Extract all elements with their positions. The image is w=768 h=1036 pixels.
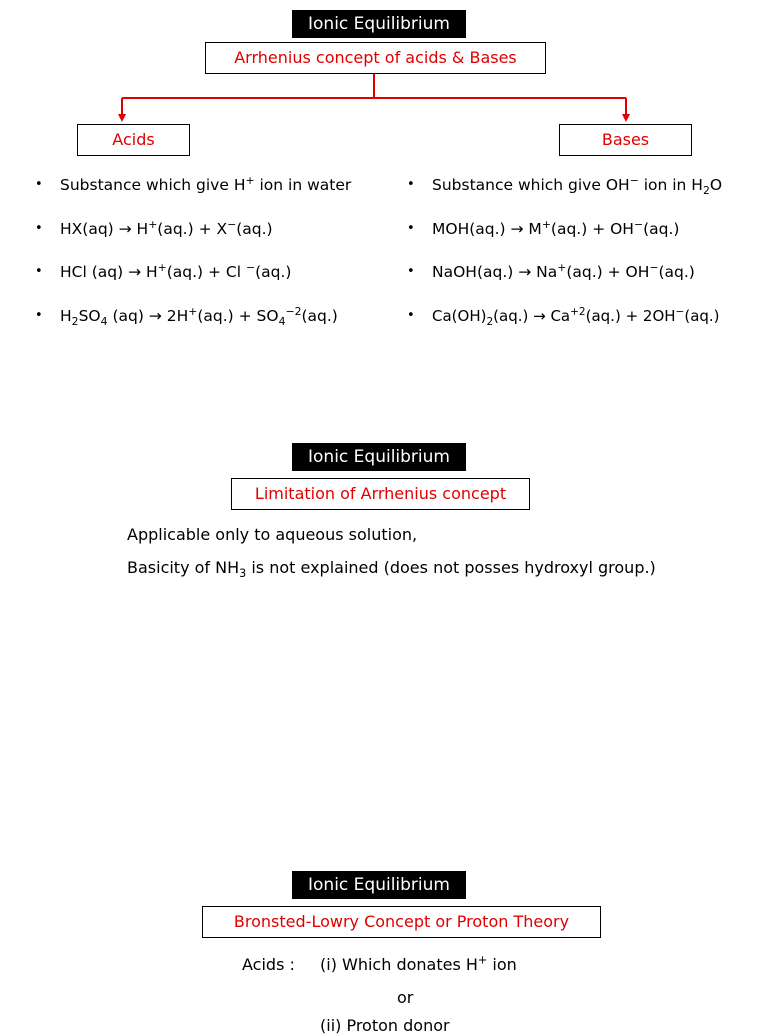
section1-title: Ionic Equilibrium xyxy=(292,10,466,38)
section2-title: Ionic Equilibrium xyxy=(292,443,466,471)
section2-subtitle-box: Limitation of Arrhenius concept xyxy=(231,478,530,510)
bronsted-acids-label: Acids : xyxy=(242,955,295,974)
bronsted-partial-line: (ii) Proton donor xyxy=(320,1016,450,1035)
arrow-down-right-icon xyxy=(622,114,630,122)
section1-subtitle-box: Arrhenius concept of acids & Bases xyxy=(205,42,546,74)
bases-box: Bases xyxy=(559,124,692,156)
limitation-line-2: Basicity of $NH_3$ is not explained (does not posses hydroxyl group.) xyxy=(127,558,656,581)
bronsted-acids-def: (i) Which donates H+ ion xyxy=(320,953,517,974)
acids-box: Acids xyxy=(77,124,190,156)
section3-title: Ionic Equilibrium xyxy=(292,871,466,899)
tree-connector xyxy=(0,0,768,140)
arrow-down-left-icon xyxy=(118,114,126,122)
bronsted-or: or xyxy=(397,988,414,1007)
section3-subtitle-box: Bronsted-Lowry Concept or Proton Theory xyxy=(202,906,601,938)
limitation-line-1: Applicable only to aqueous solution, xyxy=(127,525,418,544)
